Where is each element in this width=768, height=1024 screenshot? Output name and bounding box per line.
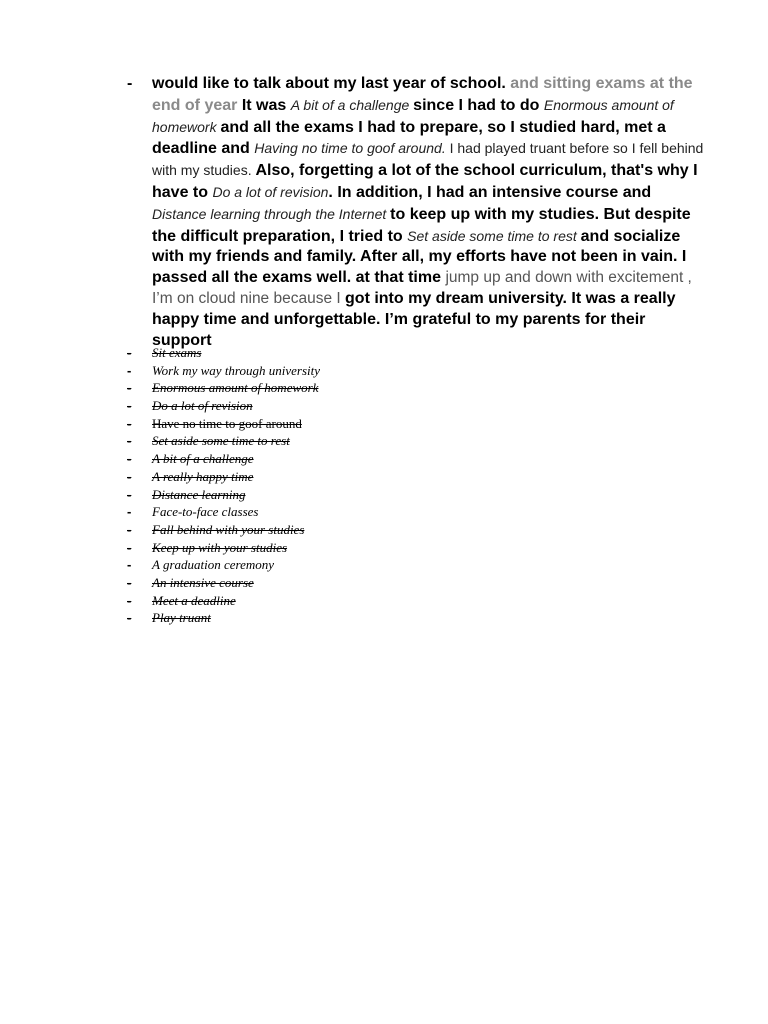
vocabulary-item [127, 379, 467, 397]
paragraph-segment: I had played truant before so I fell behind with my studies. [152, 140, 704, 179]
vocabulary-item [127, 362, 467, 380]
vocabulary-dash: - [127, 398, 132, 414]
paragraph-segment: would like to talk about my last year of school. [152, 75, 511, 92]
vocabulary-text: Enormous amount of homework [152, 380, 319, 396]
vocabulary-text: A graduation ceremony [152, 557, 275, 573]
vocabulary-item [127, 609, 467, 627]
vocabulary-text: A really happy time [152, 468, 254, 484]
paragraph-bullet: - [127, 75, 133, 92]
vocabulary-dash: - [127, 574, 132, 590]
paragraph-segment: and sitting exams at the end of year [152, 75, 693, 114]
vocabulary-item [127, 397, 467, 415]
vocabulary-dash: - [127, 468, 132, 484]
vocabulary-text: Play truant [152, 610, 211, 626]
vocabulary-text: Have no time to goof around [152, 415, 302, 431]
vocabulary-item [127, 556, 467, 574]
paragraph-segment: Set aside some time to rest [407, 227, 581, 244]
vocabulary-dash: - [127, 433, 132, 449]
vocabulary-dash: - [127, 557, 132, 573]
vocabulary-text: Distance learning [152, 486, 246, 502]
paragraph-segment: and all the exams I had to prepare, so I studied hard, met a deadline and [152, 118, 666, 158]
vocabulary-dash: - [127, 592, 132, 608]
vocabulary-dash: - [127, 345, 132, 360]
vocabulary-text: Fall behind with your studies [152, 521, 305, 537]
vocabulary-dash: - [127, 610, 132, 626]
paragraph-segment: Distance learning through the Internet [152, 205, 391, 222]
vocabulary-item [127, 539, 467, 557]
vocabulary-text: An intensive course [152, 574, 254, 590]
vocabulary-item [127, 450, 467, 468]
paragraph-segment: A bit of a challenge [290, 96, 414, 113]
essay-paragraph [127, 74, 707, 351]
vocabulary-text: Face-to-face classes [152, 504, 259, 520]
vocabulary-item [127, 521, 467, 539]
vocabulary-item [127, 344, 467, 362]
vocabulary-text: Sit exams [152, 345, 202, 360]
vocabulary-dash: - [127, 415, 132, 431]
paragraph-segment: Also, forgetting a lot of the school curriculum, that's why I have to [152, 162, 698, 201]
vocabulary-text: Keep up with your studies [152, 539, 288, 555]
vocabulary-dash: - [127, 539, 132, 555]
vocabulary-text: Set aside some time to rest [152, 433, 290, 449]
vocabulary-text: Work my way through university [152, 362, 321, 378]
vocabulary-item [127, 415, 467, 433]
vocabulary-dash: - [127, 486, 132, 502]
paragraph-segment: since I had to do [413, 96, 544, 114]
paragraph-text [152, 74, 707, 351]
paragraph-segment: . In addition, I had an intensive course and [328, 183, 652, 201]
vocabulary-dash: - [127, 451, 132, 467]
vocabulary-item [127, 503, 467, 521]
vocabulary-item [127, 432, 467, 450]
vocabulary-item [127, 592, 467, 610]
vocabulary-text: A bit of a challenge [152, 451, 254, 467]
vocabulary-list [127, 344, 467, 627]
paragraph-segment: Having no time to goof around. [254, 140, 446, 157]
vocabulary-text: Do a lot of revision [152, 398, 253, 414]
vocabulary-dash: - [127, 362, 132, 378]
paragraph-segment: jump up and down with excitement , I’m on cloud nine because I [152, 269, 692, 307]
vocabulary-item [127, 486, 467, 504]
paragraph-segment: got into my dream university. It was a really happy time and unforgettable. I’m grateful to my parents for their support [152, 289, 676, 349]
paragraph-segment: It was [241, 96, 291, 114]
vocabulary-dash: - [127, 504, 132, 520]
vocabulary-dash: - [127, 380, 132, 396]
vocabulary-dash: - [127, 521, 132, 537]
vocabulary-item [127, 574, 467, 592]
paragraph-segment: Do a lot of revision [212, 183, 329, 200]
paragraph-segment: to keep up with my studies. But despite the difficult preparation, I tried to [152, 205, 691, 245]
paragraph-segment: and socialize with my friends and family. After all, my efforts have not been in vain. I passed all the exams well. at that time [152, 227, 687, 287]
vocabulary-item [127, 468, 467, 486]
vocabulary-text: Meet a deadline [152, 592, 236, 608]
paragraph-segment: Enormous amount of homework [152, 96, 674, 135]
